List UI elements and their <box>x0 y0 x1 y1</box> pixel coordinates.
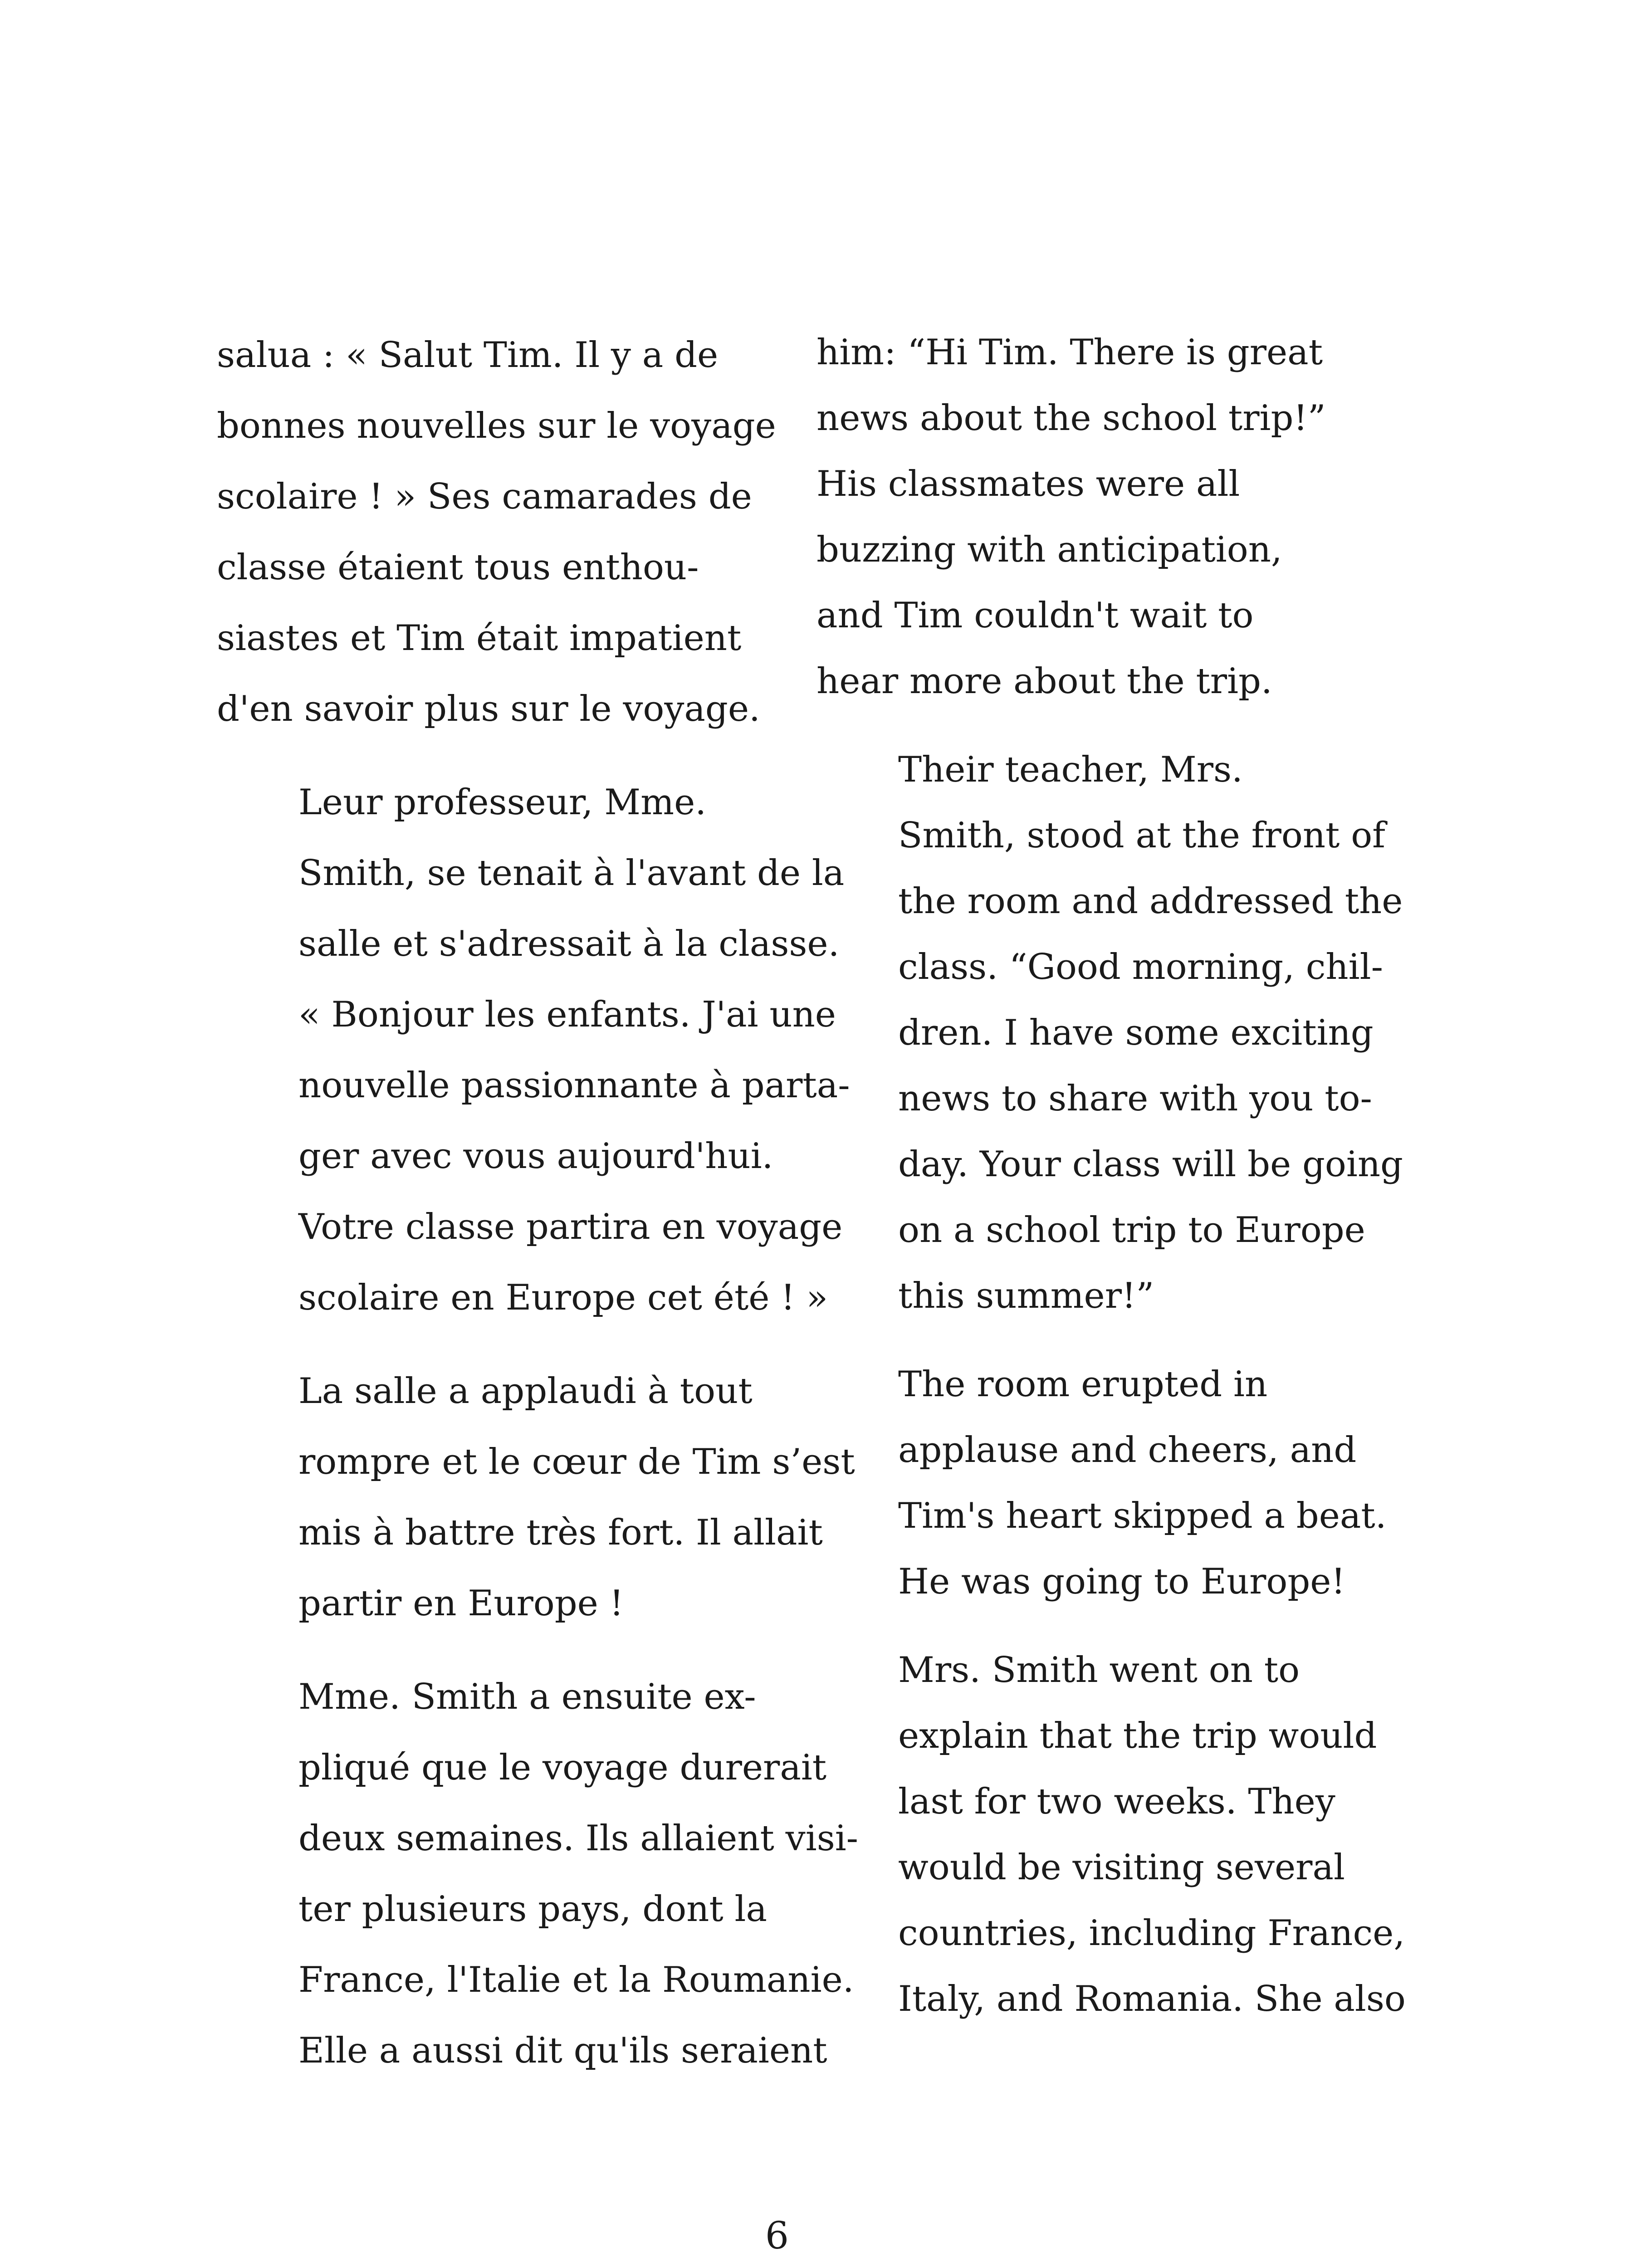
text-line: Italy, and Romania. She also <box>898 1979 1406 2019</box>
text-line: Elle a aussi dit qu'ils seraient <box>298 2030 827 2071</box>
text-line: Tim's heart skipped a beat. <box>898 1496 1387 1536</box>
text-line: countries, including France, <box>898 1913 1405 1954</box>
text-line: Smith, se tenait à l'avant de la <box>298 853 845 894</box>
text-line: class. “Good morning, chil- <box>898 947 1383 987</box>
text-line: Mrs. Smith went on to <box>898 1650 1300 1691</box>
text-line: explain that the trip would <box>898 1716 1377 1756</box>
text-line: salle et s'adressait à la classe. <box>298 924 840 964</box>
english-text-column <box>816 320 1406 2055</box>
text-line: rompre et le cœur de Tim s’est <box>298 1442 855 1482</box>
french-text-column <box>217 320 859 2109</box>
text-line: last for two weeks. They <box>898 1781 1335 1822</box>
paragraph <box>816 1637 1406 2032</box>
paragraph <box>217 767 850 1333</box>
text-line: ger avec vous aujourd'hui. <box>298 1136 773 1177</box>
text-line: news to share with you to- <box>898 1078 1372 1119</box>
text-line: classe étaient tous enthou- <box>217 547 699 588</box>
text-line: Mme. Smith a ensuite ex- <box>298 1677 756 1717</box>
text-line: the room and addressed the <box>898 881 1403 922</box>
text-line: salua : « Salut Tim. Il y a de <box>217 335 719 376</box>
paragraph <box>217 320 779 744</box>
text-line: The room erupted in <box>898 1364 1268 1405</box>
text-line: him: “Hi Tim. There is great <box>816 332 1323 373</box>
text-line: Leur professeur, Mme. <box>298 782 707 823</box>
text-line: scolaire ! » Ses camarades de <box>217 476 752 517</box>
text-line: news about the school trip!” <box>816 398 1326 439</box>
text-line: nouvelle passionnante à parta- <box>298 1065 850 1106</box>
text-line: on a school trip to Europe <box>898 1210 1365 1251</box>
paragraph <box>816 1352 1387 1615</box>
text-line: La salle a applaudi à tout <box>298 1371 753 1412</box>
text-line: mis à battre très fort. Il allait <box>298 1512 823 1553</box>
text-line: scolaire en Europe cet été ! » <box>298 1277 828 1318</box>
paragraph <box>217 1662 859 2086</box>
text-line: buzzing with anticipation, <box>816 529 1282 570</box>
text-line: Votre classe partira en voyage <box>298 1207 843 1247</box>
text-line: day. Your class will be going <box>898 1144 1403 1185</box>
text-line: Smith, stood at the front of <box>898 815 1386 856</box>
paragraph <box>217 1356 855 1639</box>
text-line: Their teacher, Mrs. <box>898 749 1243 790</box>
text-line: His classmates were all <box>816 464 1240 504</box>
text-line: d'en savoir plus sur le voyage. <box>217 689 760 729</box>
text-line: would be visiting several <box>898 1847 1345 1888</box>
text-line: dren. I have some exciting <box>898 1012 1374 1053</box>
text-line: applause and cheers, and <box>898 1430 1357 1471</box>
paragraph <box>816 320 1329 714</box>
text-line: partir en Europe ! <box>298 1583 624 1624</box>
text-line: this summer!” <box>898 1276 1154 1316</box>
text-line: siastes et Tim était impatient <box>217 618 742 659</box>
text-line: « Bonjour les enfants. J'ai une <box>298 994 836 1035</box>
page-number: 6 <box>765 2214 789 2258</box>
text-line: hear more about the trip. <box>816 661 1272 702</box>
paragraph <box>816 737 1403 1329</box>
text-line: deux semaines. Ils allaient visi- <box>298 1818 859 1859</box>
text-line: ter plusieurs pays, dont la <box>298 1889 768 1930</box>
text-line: He was going to Europe! <box>898 1561 1345 1602</box>
text-line: bonnes nouvelles sur le voyage <box>217 406 776 446</box>
text-line: pliqué que le voyage durerait <box>298 1747 827 1788</box>
text-line: France, l'Italie et la Roumanie. <box>298 1960 854 2000</box>
text-line: and Tim couldn't wait to <box>816 595 1254 636</box>
